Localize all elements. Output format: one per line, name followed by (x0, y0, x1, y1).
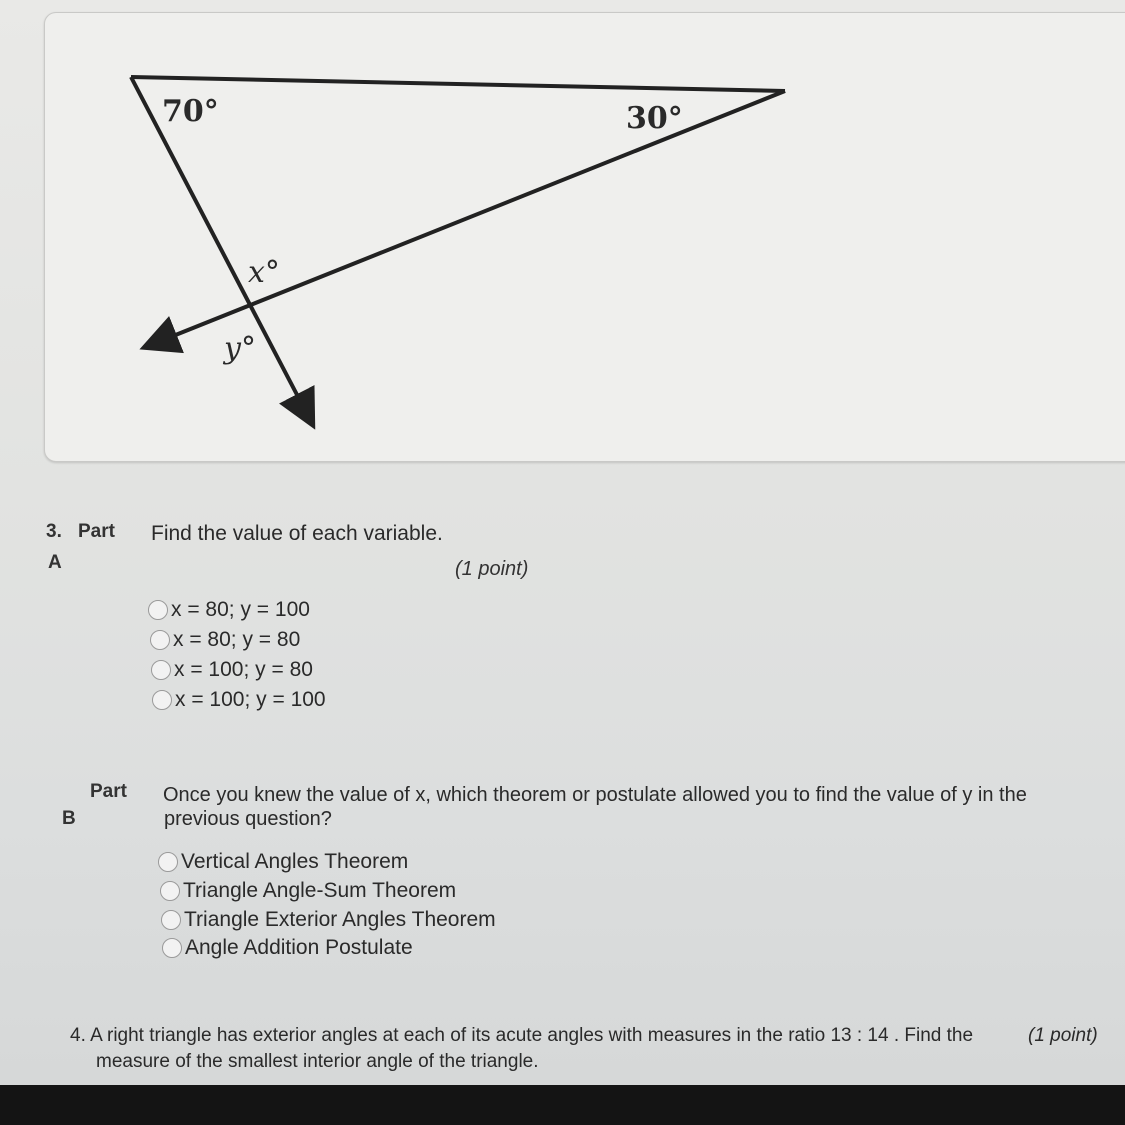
triangle-diagram (0, 0, 1125, 470)
radio-button[interactable] (152, 690, 172, 710)
part-a-letter: A (48, 552, 62, 573)
question-4-points: (1 point) (1028, 1025, 1098, 1046)
radio-button[interactable] (161, 910, 181, 930)
extended-side-arrow (158, 91, 785, 342)
angle-70-label: 70° (162, 94, 219, 129)
part-b-label: Part (90, 781, 127, 802)
triangle-top-side (131, 77, 785, 91)
part-b-option-3[interactable] (161, 908, 496, 932)
radio-button[interactable] (151, 660, 171, 680)
option-label: Triangle Exterior Angles Theorem (184, 908, 496, 931)
option-label: x = 80; y = 100 (171, 598, 310, 621)
part-b-letter: B (62, 808, 76, 829)
option-label: Vertical Angles Theorem (181, 850, 409, 873)
part-a-points: (1 point) (455, 558, 529, 580)
radio-button[interactable] (162, 938, 182, 958)
option-label: Triangle Angle-Sum Theorem (183, 879, 457, 902)
part-a-option-3[interactable] (151, 658, 313, 682)
question-4 (70, 1023, 1120, 1075)
question-4-text-line-1: A right triangle has exterior angles at each of its acute angles with measures in the ratio 13 : 14 . Find the (90, 1025, 974, 1046)
angle-30-label: 30° (626, 101, 683, 136)
part-b-option-1[interactable] (158, 850, 408, 874)
radio-button[interactable] (158, 852, 178, 872)
part-b-prompt-line-2: previous question? (164, 808, 332, 830)
part-a-option-4[interactable] (152, 688, 326, 712)
question-4-number: 4. (70, 1025, 86, 1046)
radio-button[interactable] (150, 630, 170, 650)
question-3-number: 3. (46, 521, 62, 542)
radio-button[interactable] (148, 600, 168, 620)
monitor-bezel (0, 1085, 1125, 1125)
part-a-prompt: Find the value of each variable. (151, 522, 443, 545)
radio-button[interactable] (160, 881, 180, 901)
angle-x-label: x° (248, 255, 280, 290)
option-label: x = 80; y = 80 (173, 628, 301, 651)
option-label: Angle Addition Postulate (185, 936, 413, 959)
part-a-option-2[interactable] (150, 628, 300, 652)
angle-y-label: y° (224, 331, 256, 366)
part-b-option-2[interactable] (160, 879, 456, 903)
part-b-option-4[interactable] (162, 936, 413, 960)
question-4-line-1 (70, 1023, 1120, 1049)
part-a-label: Part (78, 521, 115, 542)
option-label: x = 100; y = 100 (175, 688, 326, 711)
option-label: x = 100; y = 80 (174, 658, 313, 681)
part-a-option-1[interactable] (148, 598, 310, 622)
part-b-prompt-line-1: Once you knew the value of x, which theorem or postulate allowed you to find the value of y in the (163, 784, 1027, 806)
question-4-text-line-2: measure of the smallest interior angle of the triangle. (96, 1051, 539, 1072)
